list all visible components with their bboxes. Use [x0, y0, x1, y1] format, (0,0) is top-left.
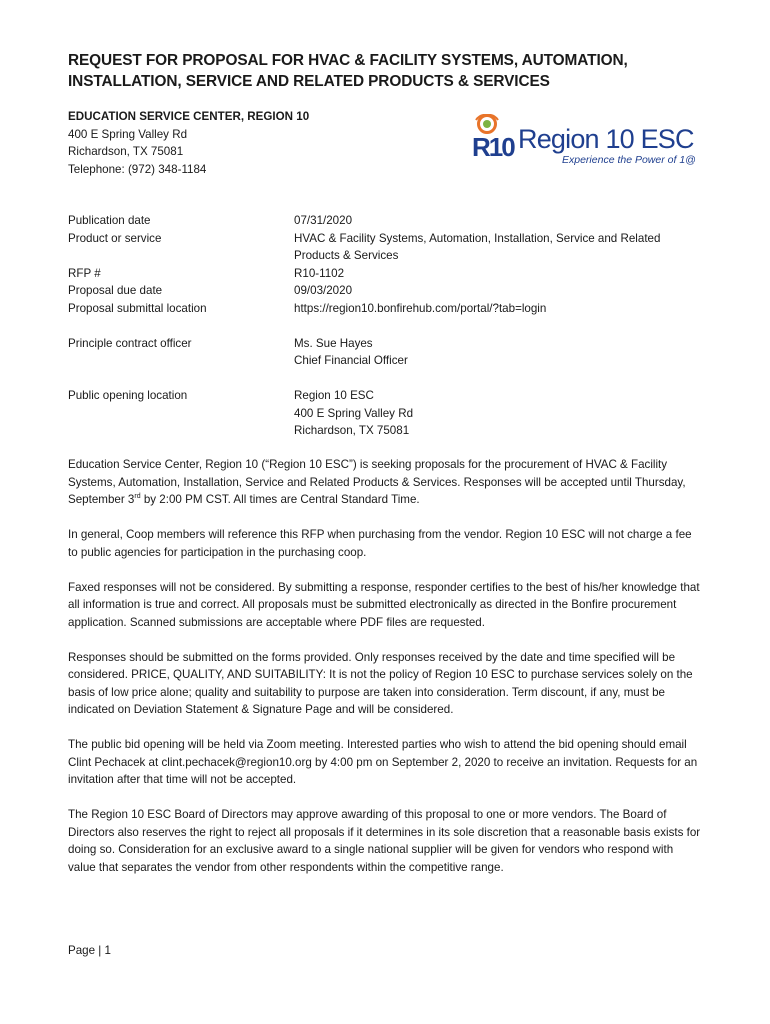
- detail-row-product: [68, 230, 708, 265]
- submittal-location-label: Proposal submittal location: [68, 301, 207, 315]
- detail-row-publication-date: [68, 212, 708, 230]
- paragraph-intro: Education Service Center, Region 10 (“Region 10 ESC”) is seeking proposals for the procurement of HVAC & Facility Systems, Automation, Installation, Service and Related Products & Services. Responses will be accepted until Thursday, September 3rd by 2:00 PM CST. All times are Central Standard Time.: [68, 458, 686, 506]
- region10-logo: [468, 114, 708, 172]
- organization-block: [68, 108, 309, 178]
- logo-emblem-icon: [472, 115, 515, 162]
- organization-address-2: Richardson, TX 75081: [68, 145, 184, 158]
- paragraph-bid-opening: The public bid opening will be held via Zoom meeting. Interested parties who wish to attend the bid opening should email Clint Pechacek at clint.pechacek@region10.org by 4:00 pm on September 2, 2020 to receive an invitation. Requests for an invitation after that time will not be accepted.: [68, 738, 698, 786]
- organization-phone: Telephone: (972) 348-1184: [68, 162, 207, 176]
- paragraph-coop: In general, Coop members will reference this RFP when purchasing from the vendor. Region 10 ESC will not charge a fee to public agencies for participation in the purchasing coop.: [68, 528, 692, 559]
- detail-row-opening-location: [68, 387, 708, 440]
- paragraph-board: The Region 10 ESC Board of Directors may approve awarding of this proposal to one or more vendors. The Board of Directors also reserves the right to reject all proposals if it determines in its sole discretion that a reasonable basis exists for doing so. Consideration for an exclusive award to a single national supplier will be given for vendors who respond with value that separates the vendor from other respondents within the competitive range.: [68, 808, 701, 874]
- opening-location-label: Public opening location: [68, 389, 188, 402]
- product-value-line-1: HVAC & Facility Systems, Automation, Installation, Service and Related: [294, 231, 661, 245]
- product-value-line-2: Products & Services: [294, 249, 399, 262]
- opening-location-line-2: 400 E Spring Valley Rd: [294, 406, 414, 420]
- submittal-location-link[interactable]: https://region10.bonfirehub.com/portal/?tab=login: [294, 301, 547, 315]
- page-number: Page | 1: [68, 944, 111, 957]
- due-date-value: 09/03/2020: [294, 284, 353, 297]
- publication-date-label: Publication date: [68, 214, 151, 227]
- rfp-details: [68, 212, 708, 440]
- title-line-1: REQUEST FOR PROPOSAL FOR HVAC & FACILITY SYSTEMS, AUTOMATION,: [68, 52, 628, 69]
- contract-officer-title: Chief Financial Officer: [294, 354, 408, 367]
- paragraph-responses: Responses should be submitted on the forms provided. Only responses received by the date and time specified will be considered. PRICE, QUALITY, AND SUITABILITY: It is not the policy of Region 10 ESC to purchase services solely on the basis of low price alone; quality and suitability to purpose are taken into consideration. Term discount, if any, must be indicated on Deviation Statement & Signature Page and will be considered.: [68, 650, 693, 716]
- detail-row-submittal-location: [68, 300, 708, 318]
- title-line-2: INSTALLATION, SERVICE AND RELATED PRODUCTS & SERVICES: [68, 73, 550, 90]
- opening-location-line-3: Richardson, TX 75081: [294, 424, 410, 437]
- due-date-label: Proposal due date: [68, 284, 163, 297]
- paragraph-fax: Faxed responses will not be considered. By submitting a response, responder certifies to the best of his/her knowledge that all information is true and correct. All proposals must be submitted electronically as directed in the Bonfire procurement application. Scanned submissions are acceptable where PDF files are requested.: [68, 580, 700, 629]
- publication-date-value: 07/31/2020: [294, 214, 353, 227]
- organization-address-1: 400 E Spring Valley Rd: [68, 127, 188, 141]
- logo-tagline-text: Experience the Power of 1@: [562, 154, 696, 166]
- contract-officer-label: Principle contract officer: [68, 336, 192, 350]
- opening-location-line-1: Region 10 ESC: [294, 389, 374, 402]
- detail-row-rfp-number: [68, 265, 708, 283]
- product-label: Product or service: [68, 231, 162, 245]
- body-text: [68, 456, 704, 894]
- detail-row-due-date: [68, 282, 708, 300]
- rfp-number-value: R10-1102: [294, 266, 345, 280]
- detail-row-contract-officer: [68, 335, 708, 370]
- document-title: [68, 50, 708, 92]
- logo-name-text: Region 10 ESC: [518, 124, 694, 154]
- contract-officer-name: Ms. Sue Hayes: [294, 336, 373, 350]
- logo-badge-text: R10: [472, 132, 514, 162]
- organization-name: EDUCATION SERVICE CENTER, REGION 10: [68, 110, 310, 123]
- rfp-number-label: RFP #: [68, 266, 101, 280]
